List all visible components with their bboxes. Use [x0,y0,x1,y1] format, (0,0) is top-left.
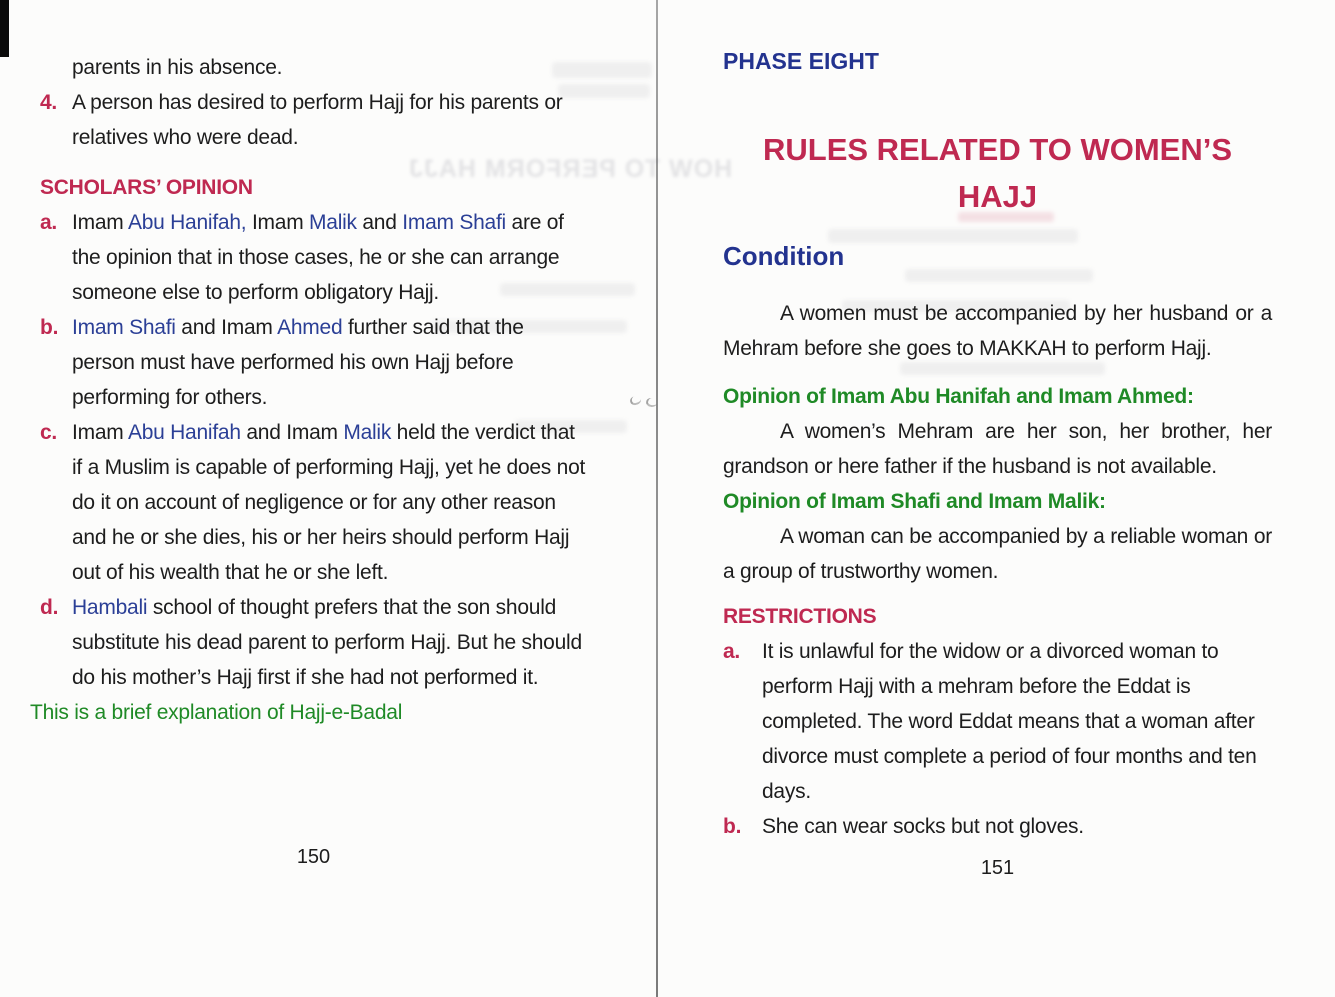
restriction-item-b [723,809,1272,844]
bleed-through-ghost-text: HOW TO PERFORM HAJJ [408,155,733,183]
chapter-title-line-2: HAJJ [957,179,1038,214]
right-page [659,0,1335,997]
opinion-hanifah-ahmed-heading: Opinion of Imam Abu Hanifah and Imam Ahmed: [723,385,1194,408]
item-a-text: Imam Abu Hanifah, Imam Malik and Imam Shafi are of the opinion that in those cases, he or she can arrange someone else to perform obligatory Hajj. [72,211,564,304]
restriction-a-marker: a. [723,640,741,663]
item-d-marker: d. [40,596,59,619]
continuation-line: parents in his absence. [72,56,283,79]
item-4-marker: 4. [40,91,58,114]
chapter-title-line-1: RULES RELATED TO WOMEN’S [762,132,1233,167]
item-b-marker: b. [40,316,59,339]
item-a-marker: a. [40,211,58,234]
restriction-b-marker: b. [723,815,742,838]
numbered-item-4 [40,85,587,155]
chapter-title [723,126,1272,220]
opinion-shafi-malik-heading: Opinion of Imam Shafi and Imam Malik: [723,490,1106,513]
item-d-text: Hambali school of thought prefers that the son should substitute his dead parent to perform Hajj. But he should do his mother’s Hajj first if she had not performed it. [72,596,582,689]
opinion-shafi-malik-paragraph: A woman can be accompanied by a reliable woman or a group of trustworthy women. [723,525,1272,583]
opinion-hanifah-ahmed-paragraph: A women’s Mehram are her son, her brother, her grandson or here father if the husband is not available. [723,420,1272,478]
restrictions-heading: RESTRICTIONS [723,605,877,628]
opinion-item-b [40,310,587,415]
restriction-b-text: She can wear socks but not gloves. [762,815,1084,838]
opinion-item-a [40,205,587,310]
hajj-e-badal-note: This is a brief explanation of Hajj-e-Badal [30,701,403,724]
item-c-text: Imam Abu Hanifah and Imam Malik held the verdict that if a Muslim is capable of performing Hajj, yet he does not do it on account of negligence or for any other reason and he or she dies, his or her heirs should perform Hajj out of his wealth that he or she left. [72,421,586,584]
restriction-a-text: It is unlawful for the widow or a divorced woman to perform Hajj with a mehram before the Eddat is completed. The word Eddat means that a woman after divorce must complete a period of four months and ten days. [762,640,1257,803]
scholars-opinion-heading: SCHOLARS’ OPINION [40,176,253,199]
page-number-150: 150 [296,846,331,868]
item-4-text: A person has desired to perform Hajj for his parents or relatives who were dead. [72,91,563,149]
condition-heading: Condition [723,241,845,271]
opinion-item-c [40,415,587,590]
opinion-item-d [40,590,587,695]
restriction-item-a [723,634,1272,809]
item-b-text: Imam Shafi and Imam Ahmed further said that the person must have performed his own Hajj before performing for others. [72,316,524,409]
left-page [0,0,657,997]
condition-paragraph: A women must be accompanied by her husband or a Mehram before she goes to MAKKAH to perform Hajj. [723,302,1272,360]
page-number-151: 151 [980,857,1015,879]
phase-eight-heading: PHASE EIGHT [723,48,879,74]
item-c-marker: c. [40,421,58,444]
